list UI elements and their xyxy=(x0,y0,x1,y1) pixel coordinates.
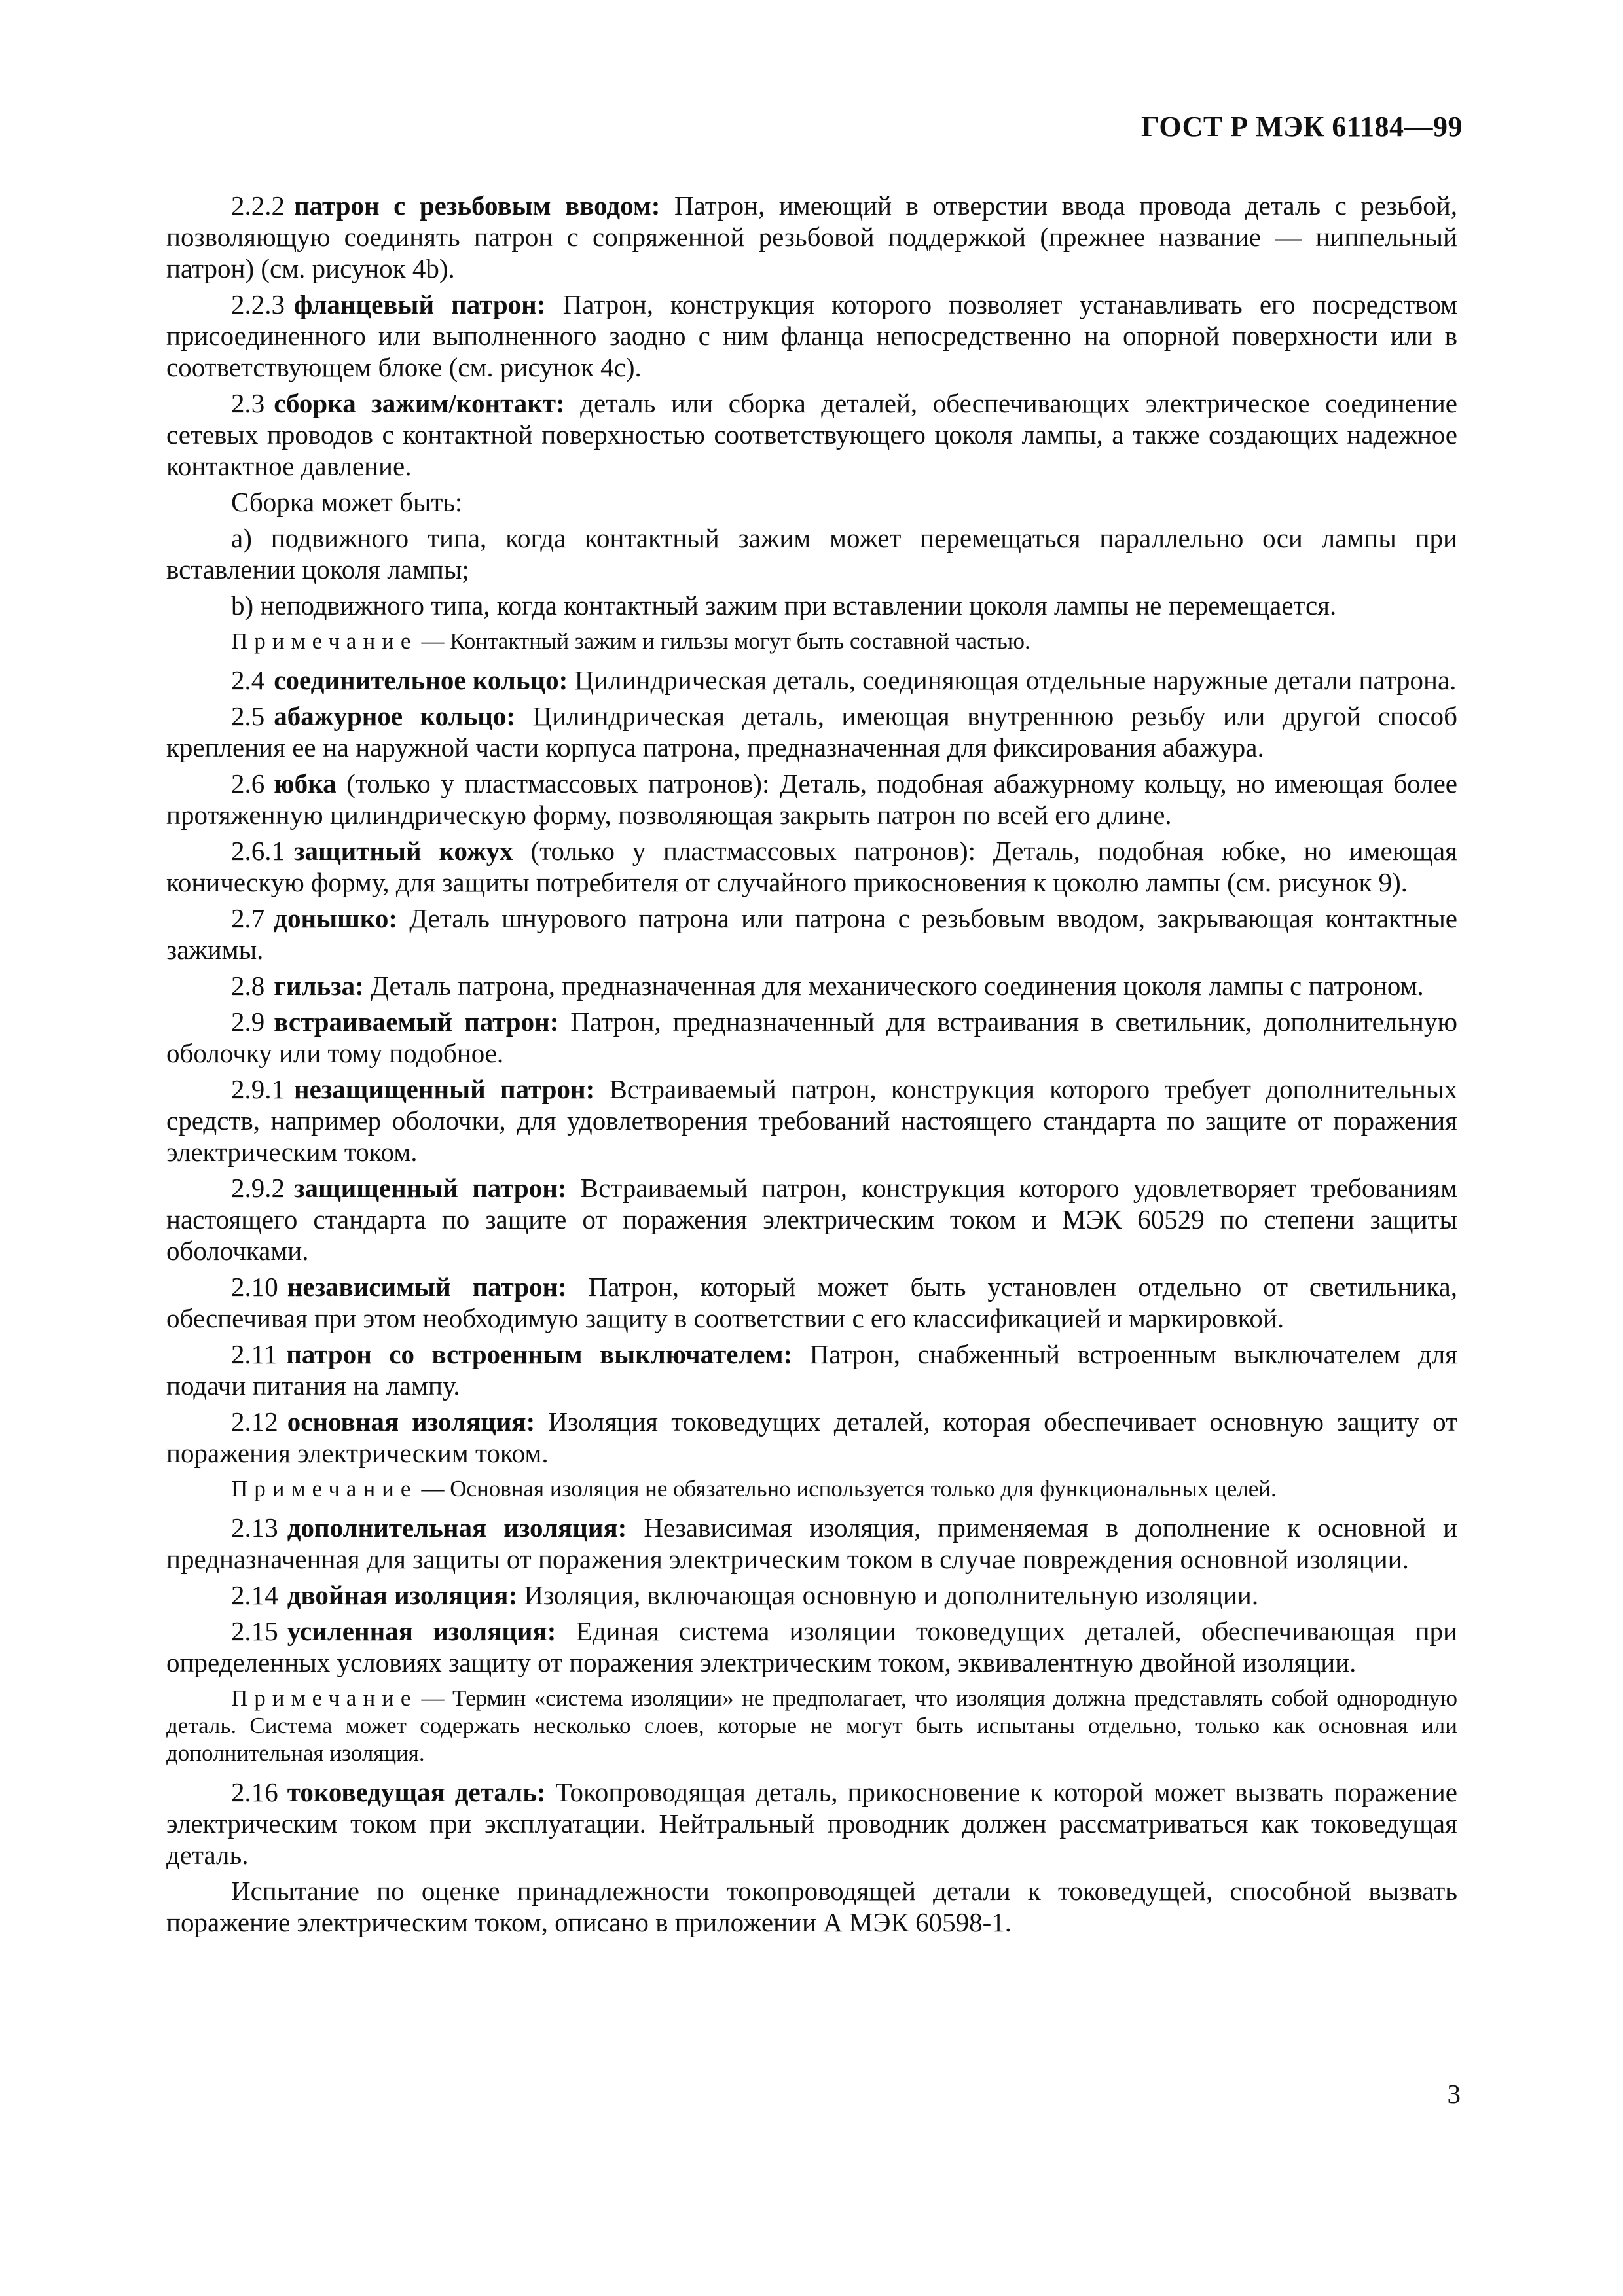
clause-2-11 xyxy=(166,1338,1457,1401)
clause-number: 2.10 xyxy=(231,1272,278,1302)
clause-2-2-3 xyxy=(166,289,1457,383)
clause-2-6-1 xyxy=(166,835,1457,898)
clause-text: Деталь шнурового патрона или патрона с резьбовым вводом, закрывающая контактные зажимы. xyxy=(166,903,1457,965)
note-label: Примечание xyxy=(231,1476,418,1501)
note-text: — Термин «система изоляции» не предполагает, что изоляция должна представлять собой однородную деталь. Система может содержать несколько слоев, которые не могут быть испытаны отдельно, только как основная или дополнительная изоляция. xyxy=(166,1685,1457,1766)
note-text: — Контактный зажим и гильзы могут быть составной частью. xyxy=(421,628,1030,654)
clause-number: 2.14 xyxy=(231,1580,278,1610)
clause-number: 2.7 xyxy=(231,903,265,933)
clause-2-16 xyxy=(166,1776,1457,1871)
clause-number: 2.13 xyxy=(231,1513,278,1543)
document-body xyxy=(166,190,1457,1943)
clause-term: основная изоляция: xyxy=(287,1407,536,1437)
clause-text: (только у пластмассовых патронов): Деталь, подобная юбке, но имеющая коническую форму, для защиты потребителя от случайного прикосновения к цоколю лампы (см. рисунок 9). xyxy=(166,836,1458,897)
note-3 xyxy=(166,1685,1457,1767)
clause-text: Независимая изоляция, применяемая в дополнение к основной и предназначенная для защиты от поражения электрическим током в случае повреждения основной изоляции. xyxy=(166,1513,1457,1574)
clause-text: Изоляция токоведущих деталей, которая обеспечивает основную защиту от поражения электрическим током. xyxy=(166,1407,1457,1468)
clause-2-7 xyxy=(166,903,1457,965)
clause-term: патрон со встроенным выключателем: xyxy=(286,1339,793,1369)
clause-text: Деталь патрона, предназначенная для механического соединения цоколя лампы с патроном. xyxy=(371,971,1424,1001)
clause-2-14 xyxy=(166,1579,1457,1611)
clause-term: юбка xyxy=(274,768,337,798)
clause-number: 2.9.2 xyxy=(231,1173,285,1203)
clause-term: защитный кожух xyxy=(294,836,513,866)
clause-term: гильза: xyxy=(274,971,364,1001)
clause-text: Изоляция, включающая основную и дополнительную изоляции. xyxy=(524,1580,1259,1610)
clause-term: незащищенный патрон: xyxy=(294,1074,595,1104)
clause-text: Патрон, конструкция которого позволяет устанавливать его посредством присоединенного или выполненного заодно с ним фланца непосредственно на опорной поверхности или в соответствующем блоке (см. рисунок 4c). xyxy=(166,289,1457,382)
clause-2-2-2 xyxy=(166,190,1457,284)
clause-text: Единая система изоляции токоведущих деталей, обеспечивающая при определенных условиях защиту от поражения электрическим током, эквивалентную двойной изоляции. xyxy=(166,1616,1457,1677)
clause-number: 2.5 xyxy=(231,701,265,731)
clause-term: защищенный патрон: xyxy=(294,1173,567,1203)
assembly-intro: Сборка может быть: xyxy=(231,487,463,517)
clause-2-5 xyxy=(166,700,1457,763)
clause-number: 2.9.1 xyxy=(231,1074,285,1104)
clause-2-4 xyxy=(166,664,1457,696)
clause-2-8 xyxy=(166,970,1457,1001)
clause-term: усиленная изоляция: xyxy=(287,1616,556,1646)
note-text: — Основная изоляция не обязательно используется только для функциональных целей. xyxy=(421,1476,1277,1501)
note-label: Примечание xyxy=(231,1685,418,1711)
clause-number: 2.2.2 xyxy=(231,190,285,221)
clause-number: 2.9 xyxy=(231,1007,265,1037)
clause-text: Токопроводящая деталь, прикосновение к которой может вызвать поражение электрическим током при эксплуатации. Нейтральный проводник должен рассматриваться как токоведущая деталь. xyxy=(166,1777,1458,1870)
clause-term: абажурное кольцо: xyxy=(274,701,516,731)
clause-2-3 xyxy=(166,387,1457,482)
clause-term: независимый патрон: xyxy=(287,1272,567,1302)
note-2 xyxy=(166,1475,1457,1503)
clause-term: двойная изоляция: xyxy=(287,1580,518,1610)
clause-number: 2.16 xyxy=(231,1777,278,1807)
clause-text: (только у пластмассовых патронов): Деталь, подобная абажурному кольцу, но имеющая более протяженную цилиндрическую форму, позволяющая закрыть патрон по всей его длине. xyxy=(166,768,1457,830)
clause-number: 2.4 xyxy=(231,665,265,695)
clause-text: Встраиваемый патрон, конструкция которого удовлетворяет требованиям настоящего стандарта по защите от поражения электрическим током и МЭК 60529 по степени защиты оболочками. xyxy=(166,1173,1458,1266)
clause-term: донышко: xyxy=(274,903,397,933)
clause-text: Патрон, снабженный встроенным выключателем для подачи питания на лампу. xyxy=(166,1339,1458,1401)
clause-2-10 xyxy=(166,1271,1457,1334)
clause-term: сборка зажим/контакт: xyxy=(274,388,565,418)
clause-2-6 xyxy=(166,768,1457,831)
clause-number: 2.3 xyxy=(231,388,265,418)
clause-number: 2.15 xyxy=(231,1616,278,1646)
clause-number: 2.11 xyxy=(231,1339,278,1369)
clause-2-15 xyxy=(166,1615,1457,1678)
clause-text: Цилиндрическая деталь, соединяющая отдельные наружные детали патрона. xyxy=(574,665,1457,695)
assembly-item-a: a) подвижного типа, когда контактный зажим может перемещаться параллельно оси лампы при вставлении цоколя лампы; xyxy=(166,523,1457,584)
clause-number: 2.6 xyxy=(231,768,265,798)
clause-term: встраиваемый патрон: xyxy=(274,1007,559,1037)
clause-2-9-2 xyxy=(166,1172,1457,1266)
clause-text: Цилиндрическая деталь, имеющая внутреннюю резьбу или другой способ крепления ее на наружной части корпуса патрона, предназначенная для фиксирования абажура. xyxy=(166,701,1458,762)
clause-text: Патрон, который может быть установлен отдельно от светильника, обеспечивая при этом необходимую защиту в соответствии с его классификацией и маркировкой. xyxy=(166,1272,1457,1333)
clause-number: 2.6.1 xyxy=(231,836,285,866)
clause-term: фланцевый патрон: xyxy=(294,289,546,319)
closing-paragraph: Испытание по оценке принадлежности токопроводящей детали к токоведущей, способной вызвать поражение электрическим током, описано в приложении А МЭК 60598-1. xyxy=(166,1876,1457,1937)
clause-2-9 xyxy=(166,1006,1457,1069)
clause-term: патрон с резьбовым вводом: xyxy=(294,190,661,221)
clause-2-13 xyxy=(166,1512,1457,1575)
clause-number: 2.8 xyxy=(231,971,265,1001)
assembly-item-b: b) неподвижного типа, когда контактный зажим при вставлении цоколя лампы не перемещается. xyxy=(231,590,1337,620)
clause-2-12 xyxy=(166,1406,1457,1469)
document-code: ГОСТ Р МЭК 61184—99 xyxy=(1140,111,1463,143)
clause-term: дополнительная изоляция: xyxy=(287,1513,627,1543)
clause-text: Патрон, предназначенный для встраивания в светильник, дополнительную оболочку или тому подобное. xyxy=(166,1007,1457,1068)
page-number: 3 xyxy=(1447,2079,1461,2109)
note-label: Примечание xyxy=(231,628,418,654)
clause-2-9-1 xyxy=(166,1073,1457,1168)
clause-number: 2.2.3 xyxy=(231,289,285,319)
clause-number: 2.12 xyxy=(231,1407,278,1437)
clause-text: деталь или сборка деталей, обеспечивающих электрическое соединение сетевых проводов с контактной поверхностью соответствующего цоколя лампы, а также создающих надежное контактное давление. xyxy=(166,388,1457,481)
clause-text: Патрон, имеющий в отверстии ввода провода деталь с резьбой, позволяющую соединять патрон с сопряженной резьбовой поддержкой (прежнее название — ниппельный патрон) (см. рисунок 4b). xyxy=(166,190,1457,283)
note-1 xyxy=(166,628,1457,655)
clause-term: токоведущая деталь: xyxy=(287,1777,546,1807)
clause-term: соединительное кольцо: xyxy=(274,665,568,695)
clause-text: Встраиваемый патрон, конструкция которого требует дополнительных средств, например оболочки, для удовлетворения требований настоящего стандарта по защите от поражения электрическим током. xyxy=(166,1074,1457,1167)
